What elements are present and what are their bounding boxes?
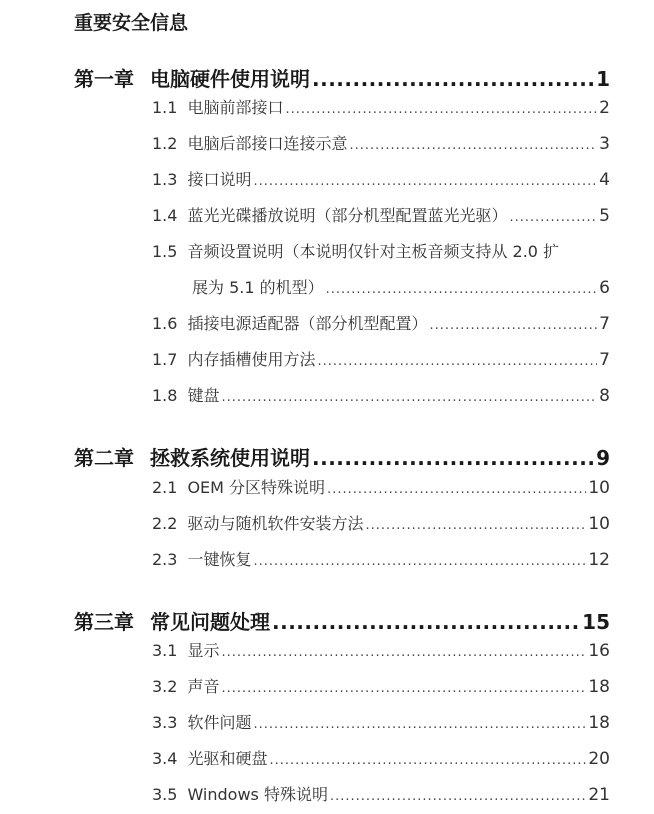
toc-chapter-1[interactable] bbox=[74, 63, 610, 92]
toc-section-2-2[interactable] bbox=[152, 511, 610, 534]
section-page: 18 bbox=[588, 677, 610, 697]
dot-leader bbox=[269, 753, 586, 768]
section-title: 光驱和硬盘 bbox=[187, 749, 268, 768]
section-number: 1.7 bbox=[152, 350, 178, 369]
section-title: 显示 bbox=[187, 641, 220, 660]
dot-leader bbox=[330, 789, 586, 804]
section-number: 2.3 bbox=[152, 550, 178, 569]
section-number: 3.1 bbox=[152, 641, 178, 660]
toc-section-1-5[interactable] bbox=[152, 239, 610, 262]
toc-section-1-5-continued[interactable] bbox=[192, 275, 610, 298]
toc-chapter-2[interactable] bbox=[74, 442, 610, 471]
section-number: 3.4 bbox=[152, 749, 178, 768]
section-number: 2.1 bbox=[152, 478, 178, 497]
toc-section-1-4[interactable] bbox=[152, 203, 610, 226]
section-title: 一键恢复 bbox=[187, 550, 252, 569]
section-page: 20 bbox=[588, 749, 610, 769]
dot-leader bbox=[221, 681, 586, 696]
toc-section-2-3[interactable] bbox=[152, 547, 610, 570]
toc-section-3-4[interactable] bbox=[152, 746, 610, 769]
section-title-continued: 展为 5.1 的机型） bbox=[192, 278, 324, 297]
chapter-page: 9 bbox=[596, 446, 610, 470]
section-page: 10 bbox=[588, 478, 610, 498]
chapter-label: 第二章 bbox=[74, 446, 134, 470]
chapter-title: 常见问题处理 bbox=[150, 610, 270, 634]
dot-leader bbox=[285, 102, 597, 117]
section-number: 3.2 bbox=[152, 677, 178, 696]
dot-leader bbox=[365, 518, 586, 533]
toc-section-1-3[interactable] bbox=[152, 167, 610, 190]
section-page: 5 bbox=[599, 206, 610, 226]
section-title: 声音 bbox=[187, 677, 220, 696]
section-title: 驱动与随机软件安装方法 bbox=[187, 514, 364, 533]
section-number: 1.1 bbox=[152, 98, 178, 117]
dot-leader bbox=[221, 645, 586, 660]
toc-section-3-1[interactable] bbox=[152, 638, 610, 661]
dot-leader bbox=[509, 210, 597, 225]
chapter-label: 第一章 bbox=[74, 67, 134, 91]
section-page: 7 bbox=[599, 314, 610, 334]
dot-leader bbox=[326, 282, 598, 297]
toc-chapter-3[interactable] bbox=[74, 606, 610, 635]
section-page: 21 bbox=[588, 785, 610, 805]
toc-section-3-5[interactable] bbox=[152, 782, 610, 805]
section-title: 电脑前部接口 bbox=[187, 98, 284, 117]
toc-section-1-7[interactable] bbox=[152, 347, 610, 370]
dot-leader bbox=[253, 717, 586, 732]
section-number: 1.6 bbox=[152, 314, 178, 333]
section-page: 12 bbox=[588, 550, 610, 570]
chapter-page: 15 bbox=[582, 610, 610, 634]
toc-section-3-2[interactable] bbox=[152, 674, 610, 697]
section-page: 16 bbox=[588, 641, 610, 661]
section-page: 6 bbox=[599, 278, 610, 298]
safety-info-title: 重要安全信息 bbox=[74, 12, 189, 34]
section-title: 蓝光光碟播放说明（部分机型配置蓝光光驱） bbox=[187, 206, 508, 225]
section-number: 3.5 bbox=[152, 785, 178, 804]
dot-leader bbox=[327, 482, 586, 497]
toc-section-3-3[interactable] bbox=[152, 710, 610, 733]
section-page: 4 bbox=[599, 170, 610, 190]
section-page: 18 bbox=[588, 713, 610, 733]
section-page: 8 bbox=[599, 386, 610, 406]
section-number: 3.3 bbox=[152, 713, 178, 732]
dot-leader bbox=[253, 174, 597, 189]
chapter-title: 拯救系统使用说明 bbox=[150, 446, 310, 470]
dot-leader bbox=[317, 354, 597, 369]
section-page: 7 bbox=[599, 350, 610, 370]
section-title: 键盘 bbox=[187, 386, 220, 405]
chapter-page: 1 bbox=[596, 67, 610, 91]
chapter-label: 第三章 bbox=[74, 610, 134, 634]
section-title: OEM 分区特殊说明 bbox=[187, 478, 326, 497]
section-title: 接口说明 bbox=[187, 170, 252, 189]
section-page: 10 bbox=[588, 514, 610, 534]
section-title: 电脑后部接口连接示意 bbox=[187, 134, 348, 153]
dot-leader bbox=[312, 67, 594, 91]
safety-info-heading bbox=[74, 8, 188, 35]
dot-leader bbox=[312, 446, 594, 470]
section-number: 1.2 bbox=[152, 134, 178, 153]
dot-leader bbox=[272, 610, 580, 634]
section-number: 2.2 bbox=[152, 514, 178, 533]
toc-section-1-2[interactable] bbox=[152, 131, 610, 154]
section-page: 2 bbox=[599, 98, 610, 118]
section-title: 插接电源适配器（部分机型配置） bbox=[187, 314, 428, 333]
toc-section-1-6[interactable] bbox=[152, 311, 610, 334]
section-number: 1.3 bbox=[152, 170, 178, 189]
section-number: 1.8 bbox=[152, 386, 178, 405]
toc-section-2-1[interactable] bbox=[152, 475, 610, 498]
section-title: 软件问题 bbox=[187, 713, 252, 732]
dot-leader bbox=[253, 554, 586, 569]
toc-section-1-1[interactable] bbox=[152, 95, 610, 118]
section-page: 3 bbox=[599, 134, 610, 154]
dot-leader bbox=[221, 390, 597, 405]
toc-section-1-8[interactable] bbox=[152, 383, 610, 406]
section-number: 1.5 bbox=[152, 242, 178, 261]
chapter-title: 电脑硬件使用说明 bbox=[150, 67, 310, 91]
section-title: 内存插槽使用方法 bbox=[187, 350, 316, 369]
section-number: 1.4 bbox=[152, 206, 178, 225]
dot-leader bbox=[349, 138, 597, 153]
section-title: 音频设置说明（本说明仅针对主板音频支持从 2.0 扩 bbox=[187, 242, 560, 261]
section-title: Windows 特殊说明 bbox=[187, 785, 328, 804]
dot-leader bbox=[429, 318, 597, 333]
